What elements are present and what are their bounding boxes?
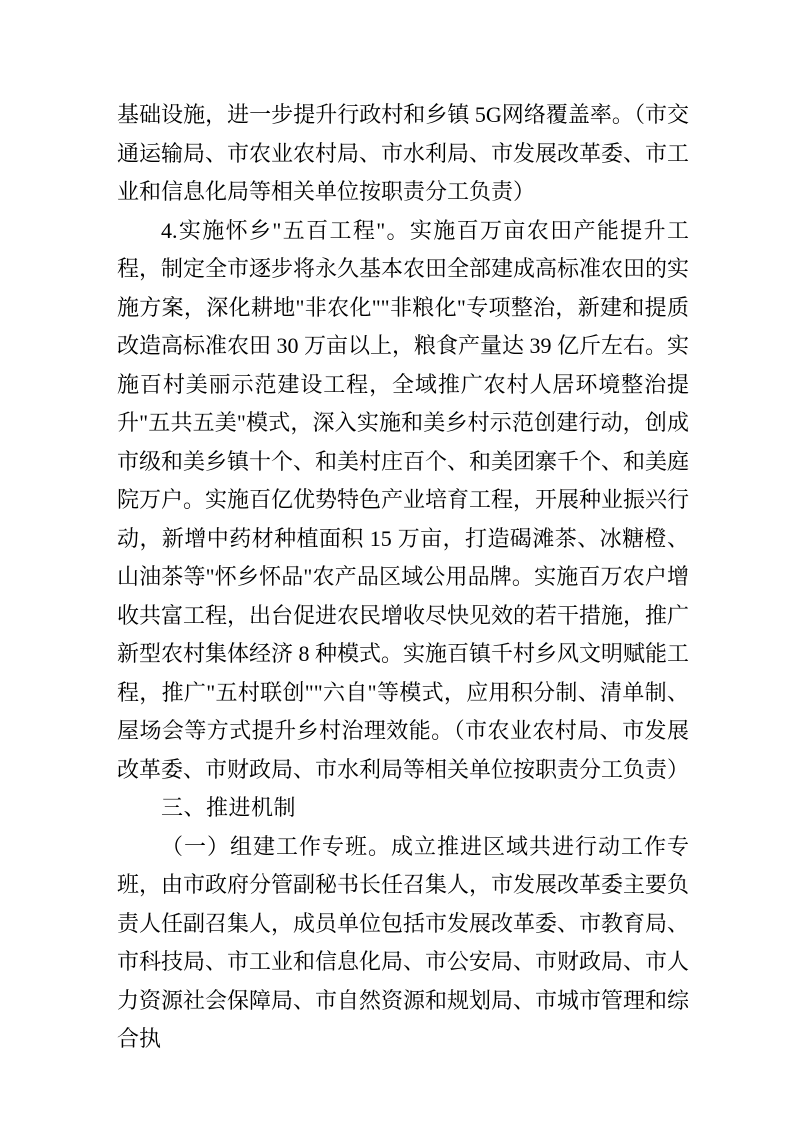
paragraph-infrastructure-5g-continuation: 基础设施，进一步提升行政村和乡镇 5G网络覆盖率。（市交通运输局、市农业农村局、市水利局、市发展改革委、市工业和信息化局等相关单位按职责分工负责） bbox=[117, 102, 690, 204]
document-page bbox=[117, 96, 689, 1059]
section-heading-promotion-mechanism: 三、推进机制 bbox=[161, 795, 297, 820]
paragraph-item4-five-hundred-projects: 4.实施怀乡"五百工程"。实施百万亩农田产能提升工程，制定全市逐步将永久基本农田全部建成高标准农田的实施方案，深化耕地"非农化""非粮化"专项整治，新建和提质改造高标准农田 30 万亩以上，粮食产量达 39 亿斤左右。实施百村美丽示范建设工程，全域推广农村人居环境整治提升"五共五美"模式，深入实施和美乡村示范创建行动，创成市级和美乡镇十个、和美村庄百个、和美团寨千个、和美庭院万户。实施百亿优势特色产业培育工程，开展种业振兴行动，新增中药材种植面积 15 万亩，打造碣滩茶、冰糖橙、山油茶等"怀乡怀品"农产品区域公用品牌。实施百万农户增收共富工程，出台促进农民增收尽快见效的若干措施，推广新型农村集体经济 8 种模式。实施百镇千村乡风文明赋能工程，推广"五村联创""六自"等模式，应用积分制、清单制、屋场会等方式提升乡村治理效能。（市农业农村局、市发展改革委、市财政局、市水利局等相关单位按职责分工负责） bbox=[117, 217, 690, 782]
paragraph-work-team-setup: （一）组建工作专班。成立推进区域共进行动工作专班，由市政府分管副秘书长任召集人，市发展改革委主要负责人任副召集人，成员单位包括市发展改革委、市教育局、市科技局、市工业和信息化局、市公安局、市财政局、市人力资源社会保障局、市自然资源和规划局、市城市管理和综合执 bbox=[117, 833, 690, 1051]
